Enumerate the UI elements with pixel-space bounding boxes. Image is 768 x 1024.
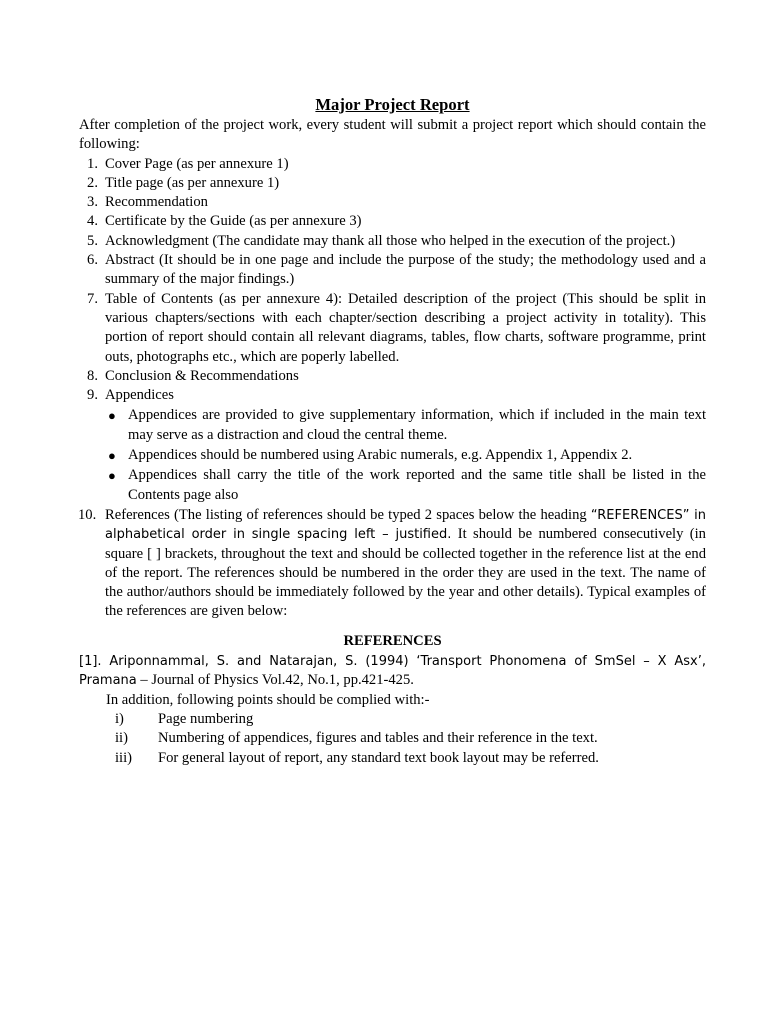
bullet-text: Appendices should be numbered using Arabic numerals, e.g. Appendix 1, Appendix 2. <box>128 447 633 464</box>
list-item <box>79 386 706 505</box>
list-item <box>79 749 706 768</box>
list-item-number: 8. <box>87 367 98 384</box>
list-item <box>79 729 706 748</box>
list-item-number: 4. <box>87 213 98 230</box>
bullet-item <box>105 446 706 465</box>
list-item-number: iii) <box>115 749 133 766</box>
list-item-number: 1. <box>87 155 98 172</box>
reference-entry <box>79 652 706 691</box>
list-item-text: Title page (as per annexure 1) <box>105 174 280 191</box>
list-item <box>79 155 706 174</box>
appendix-bullet-list <box>105 406 706 504</box>
list-item-text: Conclusion & Recommendations <box>105 367 299 384</box>
list-item-text: Table of Contents (as per annexure 4): Detailed description of the project (This should be split in various chapters/sections with each chapter/section describing a project activity in totality). This portion of report should contain all relevant diagrams, tables, flow charts, software programme, print outs, photographs etc., which are poperly labelled. <box>105 290 706 365</box>
list-item <box>79 506 706 622</box>
list-item-text: Cover Page (as per annexure 1) <box>105 155 289 172</box>
list-item <box>79 367 706 386</box>
list-item <box>79 251 706 290</box>
list-item <box>79 174 706 193</box>
references-heading: REFERENCES <box>343 632 442 649</box>
list-item-text: Certificate by the Guide (as per annexure 3) <box>105 213 362 230</box>
bullet-text: Appendices shall carry the title of the work reported and the same title shall be listed in the Contents page also <box>128 467 706 503</box>
list-item-number: ii) <box>115 730 128 747</box>
list-item-text: Abstract (It should be in one page and include the purpose of the study; the methodology used and a summary of the major findings.) <box>105 252 706 288</box>
list-item-number: 3. <box>87 194 98 211</box>
list-item <box>79 290 706 367</box>
list-item-number: 7. <box>87 290 98 307</box>
list-item <box>79 212 706 231</box>
list-item-text: Numbering of appendices, figures and tables and their reference in the text. <box>158 730 598 747</box>
list-item-number: 9. <box>87 387 98 404</box>
list-item-text: Acknowledgment (The candidate may thank all those who helped in the execution of the project.) <box>105 232 676 249</box>
bullet-icon: ● <box>108 448 116 464</box>
bullet-text: Appendices are provided to give supplementary information, which if included in the main text may serve as a distraction and cloud the central theme. <box>128 407 706 443</box>
list-item-text-sans: “REFERENCES” in alphabetical order in single spacing left – justified. <box>105 507 706 543</box>
list-item-text: For general layout of report, any standard text book layout may be referred. <box>158 749 599 766</box>
bullet-item <box>105 466 706 505</box>
bullet-icon: ● <box>108 468 116 484</box>
list-item-number: 6. <box>87 252 98 269</box>
list-item-text: References (The listing of references should be typed 2 spaces below the heading <box>105 506 591 523</box>
list-item <box>79 710 706 729</box>
report-contents-list <box>79 155 706 622</box>
reference-entry-journal: – Journal of Physics Vol.42, No.1, pp.421-425. <box>140 672 414 689</box>
list-item-text: Page numbering <box>158 710 254 727</box>
list-item-number: 2. <box>87 174 98 191</box>
compliance-points-list <box>79 710 706 768</box>
list-item <box>79 232 706 251</box>
page-title: Major Project Report <box>315 95 470 114</box>
list-item-number: i) <box>115 710 124 727</box>
list-item-text-rest: It should be numbered consecutively (in square [ ] brackets, throughout the text and should be collected together in the reference list at the end of the report. The references should be numbered in the order they are used in the text. The name of the author/authors should be immediately followed by the year and other details). Typical examples of the references are given below: <box>105 526 706 620</box>
list-item <box>79 193 706 212</box>
reference-entry-main: [1]. Ariponnammal, S. and Natarajan, S. (1994) ‘Transport Phonomena of SmSel – X Asx’, Pramana <box>79 654 706 689</box>
list-item-text: Recommendation <box>105 194 208 211</box>
intro-paragraph: After completion of the project work, every student will submit a project report which should contain the following: <box>79 117 706 153</box>
addition-paragraph: In addition, following points should be complied with:- <box>106 691 430 708</box>
list-item-number: 5. <box>87 232 98 249</box>
list-item-number: 10. <box>78 506 97 523</box>
bullet-icon: ● <box>108 408 116 424</box>
document-content <box>79 95 706 768</box>
list-item-text: Appendices <box>105 387 174 404</box>
bullet-item <box>105 406 706 445</box>
